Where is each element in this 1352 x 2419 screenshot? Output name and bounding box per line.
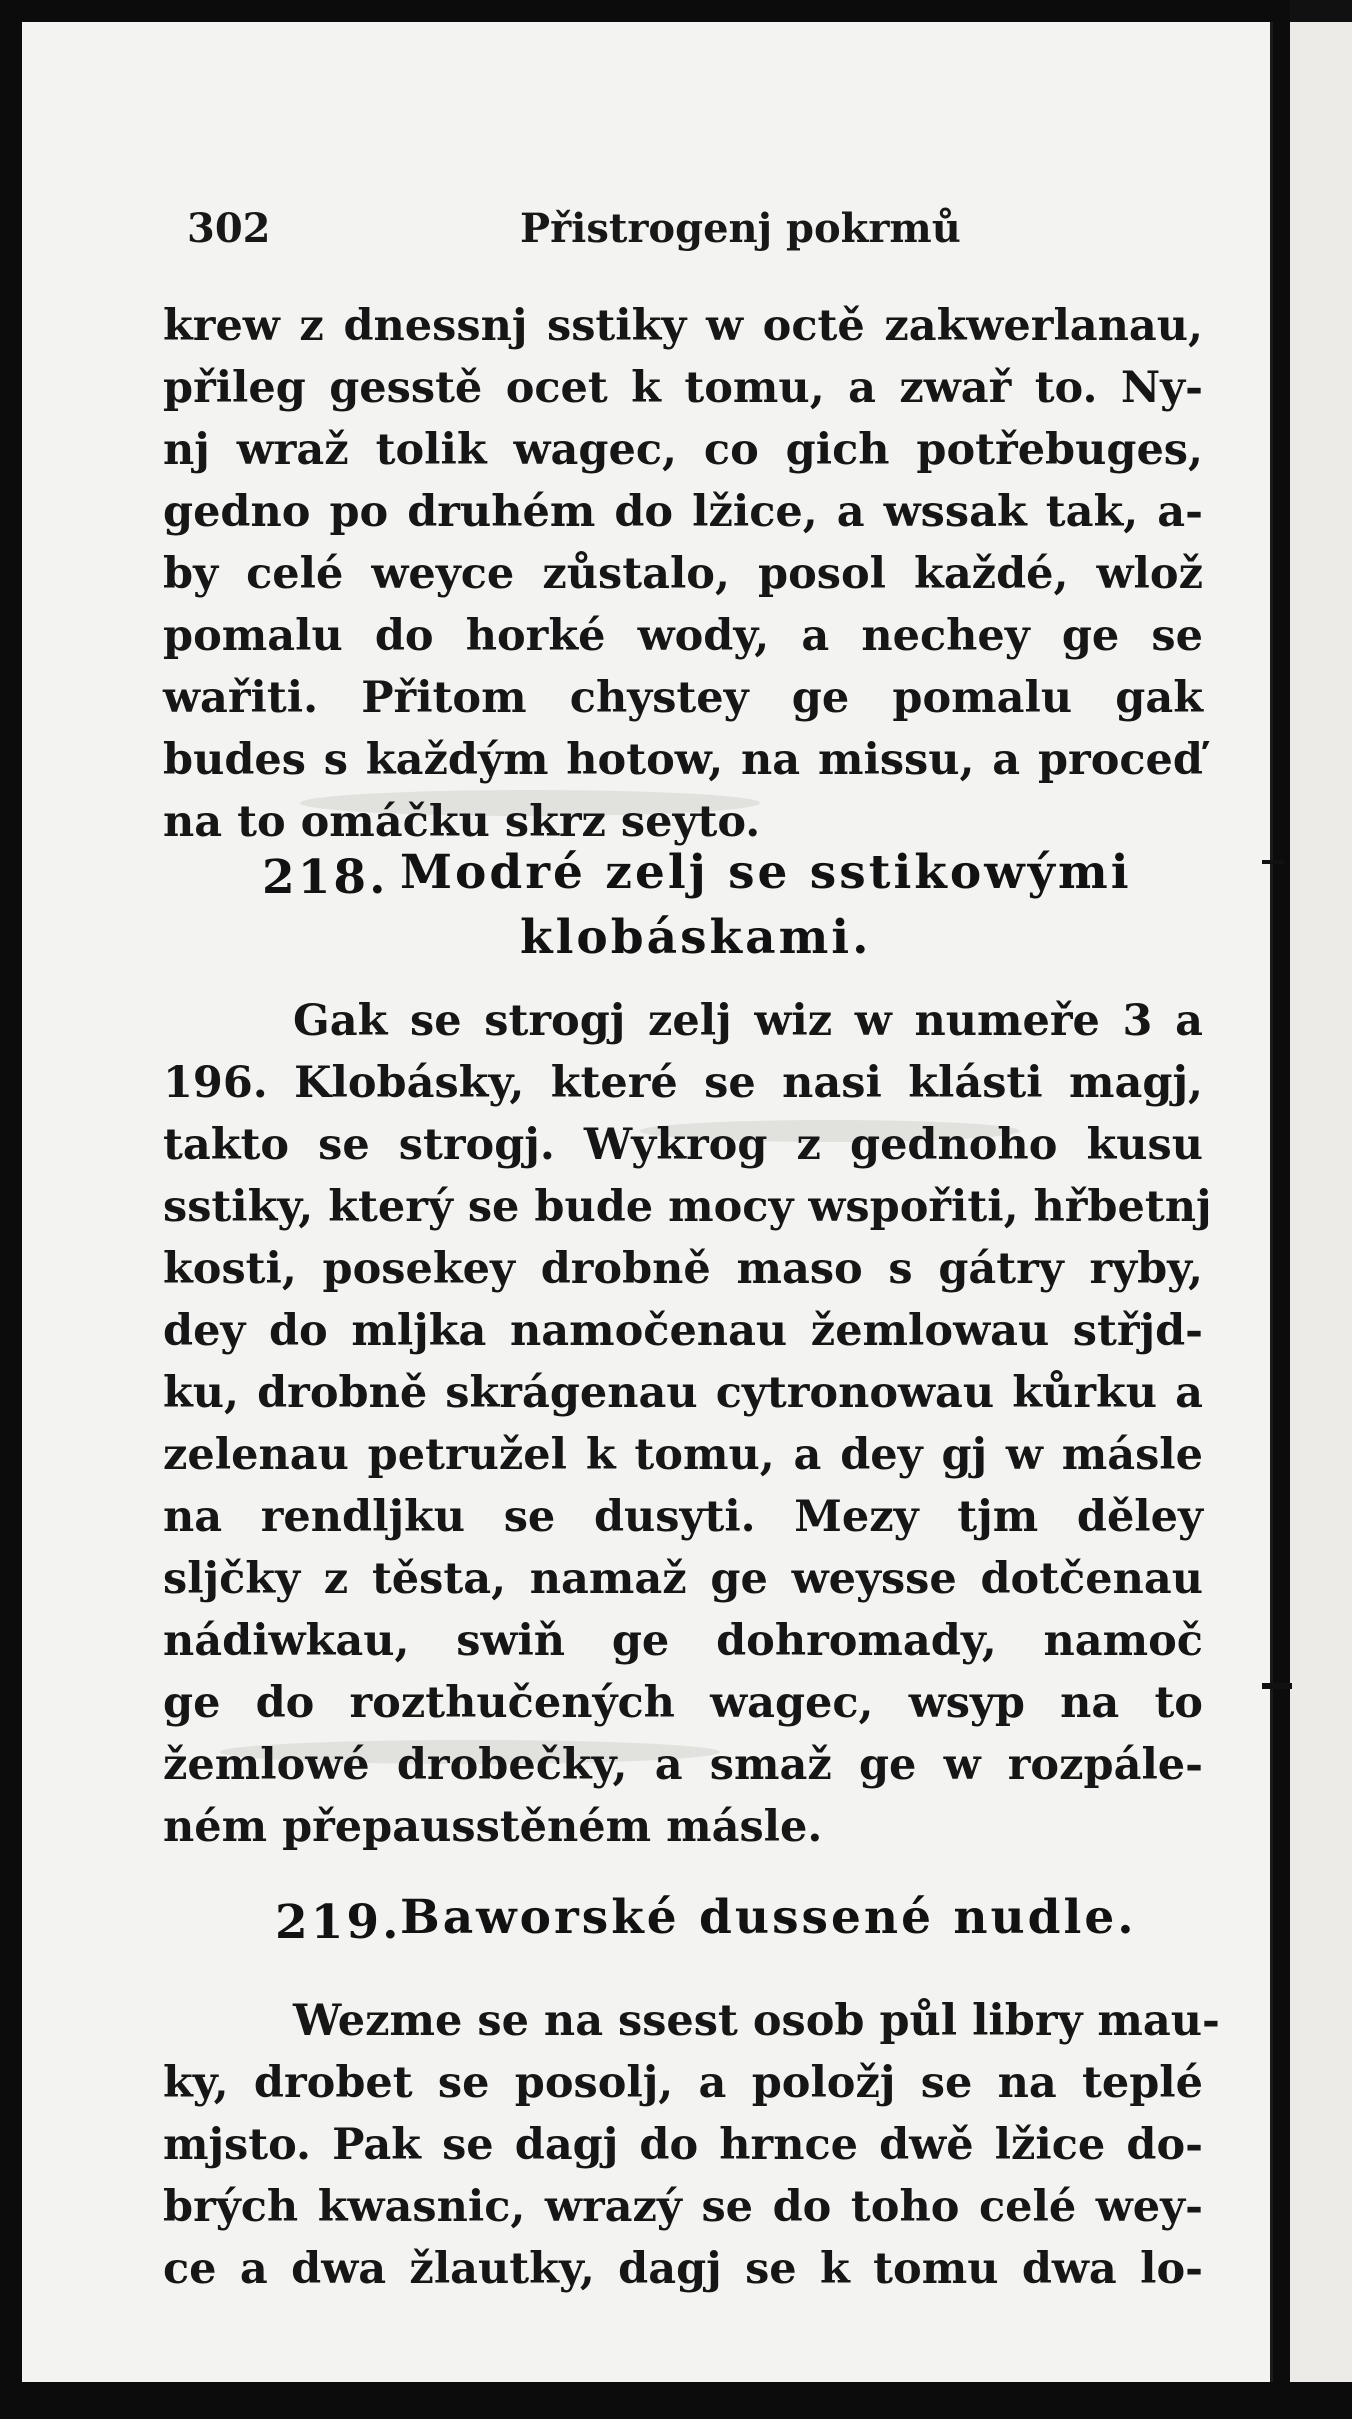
- page-gutter-line: [1270, 22, 1273, 2382]
- text-line: ge do rozthučených wagec, wsyp na to: [163, 1678, 1203, 1728]
- text-line: zelenau petružel k tomu, a dey gj w másle: [163, 1430, 1203, 1480]
- text-line: pomalu do horké wody, a nechey ge se: [163, 611, 1203, 661]
- text-line: přileg gesstě ocet k tomu, a zwař to. Ny-: [163, 363, 1203, 413]
- text-line: Wezme se na ssest osob půl libry mau-: [293, 1996, 1220, 2046]
- running-header: Přistrogenj pokrmů: [520, 205, 961, 252]
- text-line: ky, drobet se posolj, a položj se na teplé: [163, 2058, 1203, 2108]
- text-line: Gak se strogj zelj wiz w numeře 3 a: [293, 996, 1203, 1046]
- text-line: krew z dnessnj sstiky w octě zakwerlanau,: [163, 301, 1203, 351]
- scan-border: [1290, 0, 1352, 22]
- text-line: nádiwkau, swiň ge dohromady, namoč: [163, 1616, 1203, 1666]
- recipe-title-line-1: Baworské dussené nudle.: [400, 1890, 1137, 1945]
- recipe-number: 219.: [275, 1895, 402, 1950]
- text-line: na rendljku se dusyti. Mezy tjm děley: [163, 1492, 1203, 1542]
- text-line: ném přepausstěném másle.: [163, 1802, 823, 1852]
- text-line: kosti, posekey drobně maso s gátry ryby,: [163, 1244, 1203, 1294]
- text-line: dey do mljka namočenau žemlowau střjd-: [163, 1306, 1203, 1356]
- text-line: by celé weyce zůstalo, posol každé, wlož: [163, 549, 1203, 599]
- text-line: sljčky z těsta, namaž ge weysse dotčenau: [163, 1554, 1203, 1604]
- text-line: žemlowé drobečky, a smaž ge w rozpále-: [163, 1740, 1203, 1790]
- text-line: wařiti. Přitom chystey ge pomalu gak: [163, 673, 1203, 723]
- text-line: ce a dwa žlautky, dagj se k tomu dwa lo-: [163, 2244, 1203, 2294]
- text-line: budes s každým hotow, na missu, a proceď: [163, 735, 1203, 785]
- recipe-title-line-1: Modré zelj se sstikowými: [400, 845, 1132, 900]
- page-number: 302: [187, 205, 271, 252]
- recipe-number: 218.: [262, 850, 389, 905]
- binding-mark: [1262, 1683, 1292, 1689]
- text-line: sstiky, který se bude mocy wspořiti, hřbetnj: [163, 1182, 1212, 1232]
- text-line: mjsto. Pak se dagj do hrnce dwě lžice do-: [163, 2120, 1203, 2170]
- text-line: brých kwasnic, wrazý se do toho celé wey-: [163, 2182, 1203, 2232]
- text-line: 196. Klobásky, které se nasi klásti magj,: [163, 1058, 1203, 1108]
- text-line: ku, drobně skrágenau cytronowau kůrku a: [163, 1368, 1203, 1418]
- adjacent-page-edge: [1290, 22, 1352, 2382]
- binding-mark: [1262, 860, 1284, 864]
- text-line: gedno po druhém do lžice, a wssak tak, a-: [163, 487, 1203, 537]
- text-line: takto se strogj. Wykrog z gednoho kusu: [163, 1120, 1203, 1170]
- text-line: na to omáčku skrz seyto.: [163, 797, 761, 847]
- recipe-title-line-2: klobáskami.: [520, 910, 872, 965]
- text-line: nj wraž tolik wagec, co gich potřebuges,: [163, 425, 1203, 475]
